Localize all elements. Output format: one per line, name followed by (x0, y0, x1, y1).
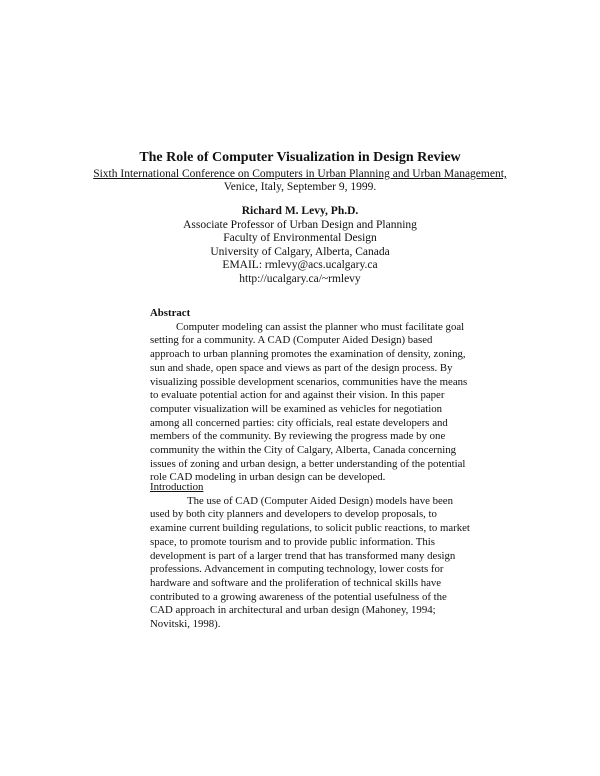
introduction-heading: Introduction (150, 481, 204, 493)
abstract-line: role CAD modeling in urban design can be developed. (150, 471, 386, 484)
introduction-line: Novitski, 1998). (150, 618, 221, 631)
abstract-line: Computer modeling can assist the planner who must facilitate goal (176, 320, 465, 333)
abstract-line: setting for a community. A CAD (Computer Aided Design) based (150, 334, 433, 347)
author-name: Richard M. Levy, Ph.D. (241, 205, 359, 217)
abstract-line: sun and shade, open space and views as part of the design process. By (150, 361, 453, 374)
abstract-line: issues of zoning and urban design, a better understanding of the potential (150, 457, 466, 470)
author-block (0, 205, 600, 286)
author-university: University of Calgary, Alberta, Canada (210, 245, 390, 258)
paper-title: The Role of Computer Visualization in Design Review (139, 150, 461, 165)
author-url: http://ucalgary.ca/~rmlevy (239, 272, 361, 285)
introduction-line: contributed to a growing awareness of the potential usefulness of the (150, 590, 447, 603)
introduction-line: space, to promote tourism and to provide public information. This (150, 535, 435, 548)
introduction-line: development is part of a larger trend that has transformed many design (150, 549, 456, 562)
author-faculty: Faculty of Environmental Design (223, 232, 377, 244)
conference-line (0, 167, 600, 181)
abstract-heading: Abstract (150, 307, 191, 319)
introduction-line: used by both city planners and developers to develop proposals, to (150, 508, 437, 521)
introduction-line: hardware and software and the proliferation of technical skills have (150, 576, 442, 589)
author-email: EMAIL: rmlevy@acs.ucalgary.ca (222, 259, 378, 271)
introduction-line: CAD approach in architectural and urban design (Mahoney, 1994; (150, 604, 436, 617)
abstract-line: approach to urban planning promotes the examination of density, zoning, (150, 348, 466, 361)
abstract-line: to evaluate potential action for and against their vision. In this paper (150, 389, 445, 402)
conference-text: Sixth International Conference on Computers in Urban Planning and Urban Management, (93, 168, 507, 180)
author-position: Associate Professor of Urban Design and Planning (183, 218, 417, 231)
abstract-line: visualizing possible development scenarios, communities have the means (150, 375, 468, 388)
abstract-line: community the within the City of Calgary, Alberta, Canada concerning (150, 444, 457, 457)
abstract-line: computer visualization will be examined as vehicles for negotiation (150, 402, 443, 415)
abstract-line: among all concerned parties: city officials, real estate developers and (150, 416, 448, 429)
abstract-section (150, 307, 470, 485)
introduction-section (150, 481, 470, 632)
introduction-line: professions. Advancement in computing technology, lower costs for (150, 563, 444, 576)
location-date: Venice, Italy, September 9, 1999. (223, 181, 377, 193)
abstract-line: members of the community. By reviewing the progress made by one (150, 430, 446, 443)
introduction-line: examine current building regulations, to solicit public reactions, to market (150, 522, 470, 535)
introduction-line: The use of CAD (Computer Aided Design) models have been (187, 494, 453, 507)
